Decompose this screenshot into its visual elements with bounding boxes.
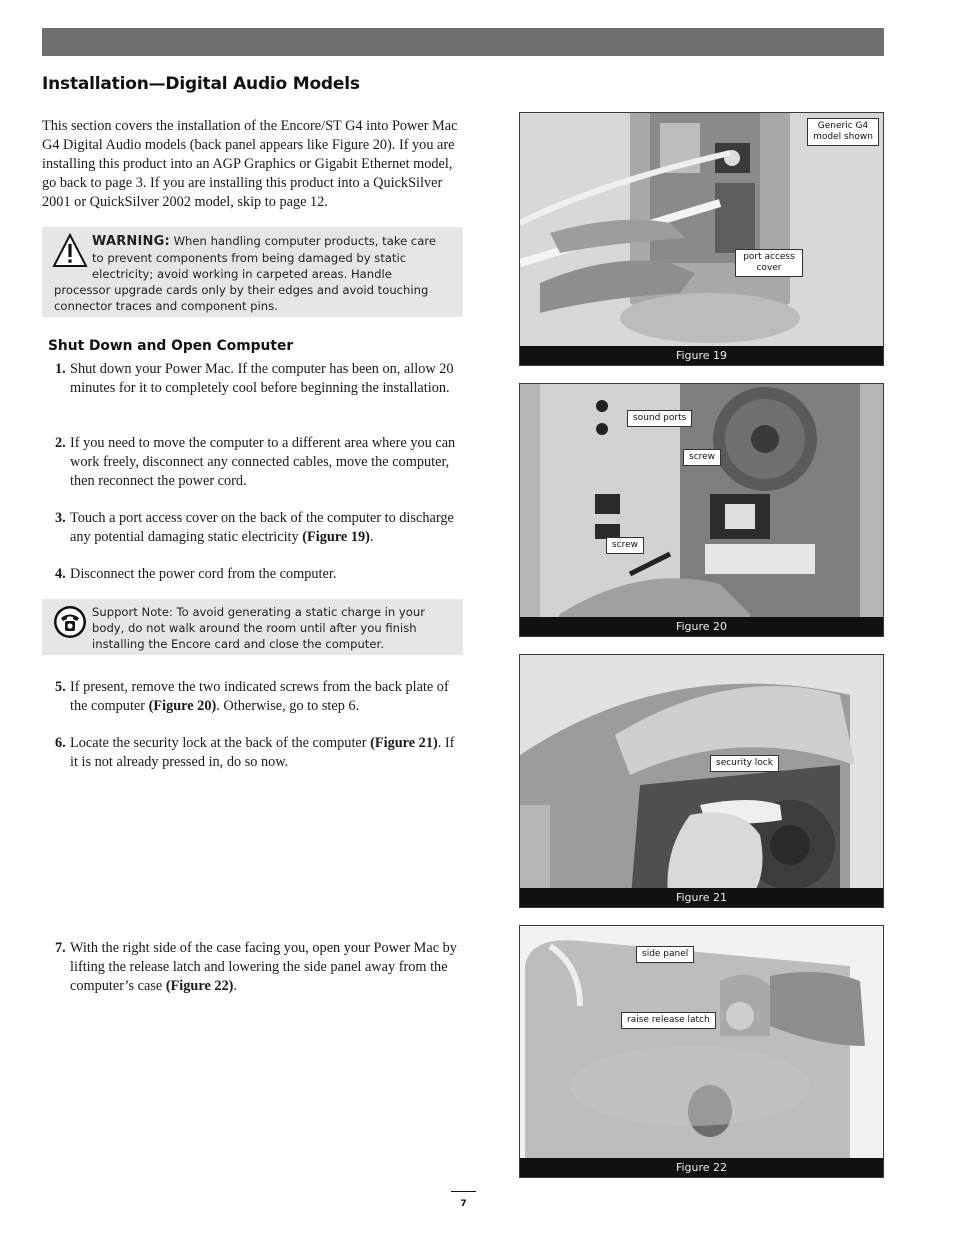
figure-22 (519, 925, 884, 1178)
figure-19 (519, 112, 884, 366)
figure-22-caption: Figure 22 (520, 1158, 883, 1177)
figure-21 (519, 654, 884, 908)
step-7: 7. With the right side of the case facing you, open your Power Mac by lifting the release latch and lowering the side panel away from the computer’s case (Figure 22). (55, 940, 457, 994)
header-bar (42, 28, 884, 56)
callout-screw-upper: screw (683, 449, 721, 466)
warning-box (42, 227, 463, 317)
support-note-box (42, 599, 463, 655)
callout-side-panel: side panel (636, 946, 694, 963)
warning-triangle-icon (52, 233, 88, 269)
figure-19-photo (520, 113, 884, 366)
figure-22-photo (520, 926, 884, 1178)
page-number: 7 (460, 1199, 467, 1209)
callout-security-lock: security lock (710, 755, 779, 772)
page-title: Installation—Digital Audio Models (42, 74, 360, 94)
callout-sound-ports: sound ports (627, 410, 692, 427)
figure-21-caption: Figure 21 (520, 888, 883, 907)
step-2: 2. If you need to move the computer to a different area where you can work freely, disconnect any connected cables, move the computer, then reconnect the power cord. (55, 435, 456, 489)
step-1: 1. Shut down your Power Mac. If the computer has been on, allow 20 minutes for it to completely cool before beginning the installation. (55, 361, 454, 396)
step-6: 6. Locate the security lock at the back of the computer (Figure 21). If it is not already pressed in, do so now. (55, 735, 455, 770)
step-4: 4. Disconnect the power cord from the computer. (55, 566, 337, 582)
page-number-rule (451, 1191, 476, 1192)
callout-generic-g4: Generic G4 model shown (807, 118, 879, 146)
section-subheading: Shut Down and Open Computer (48, 338, 294, 354)
figure-20-caption: Figure 20 (520, 617, 883, 636)
callout-screw-lower: screw (606, 537, 644, 554)
step-5: 5. If present, remove the two indicated screws from the back plate of the computer (Figure 20). Otherwise, go to step 6. (55, 679, 449, 714)
figure-21-photo (520, 655, 884, 908)
intro-paragraph: This section covers the installation of the Encore/ST G4 into Power Mac G4 Digital Audio models (back panel appears like Figure 20). If you are installing this product into an AGP Graphics or Gigabit Ethernet model, go back to page 3. If you are installing this product into a QuickSilver 2001 or QuickSilver 2002 model, skip to page 12. (42, 118, 458, 210)
warning-label: WARNING: (92, 234, 170, 249)
figure-19-caption: Figure 19 (520, 346, 883, 365)
callout-raise-release-latch: raise release latch (621, 1012, 716, 1029)
warning-text: When handling computer products, take care to prevent components from being damaged by static electricity; avoid working in carpeted areas. Handle processor upgrade cards only by their edges and avoid touching connector traces and component pins. (54, 234, 437, 313)
figure-20-photo (520, 384, 884, 637)
callout-port-access-cover: port access cover (735, 249, 803, 277)
figure-20 (519, 383, 884, 637)
support-note-text: Support Note: To avoid generating a static charge in your body, do not walk around the room until after you finish installing the Encore card and close the computer. (92, 605, 425, 651)
step-3: 3. Touch a port access cover on the back of the computer to discharge any potential damaging static electricity (Figure 19). (55, 510, 454, 545)
support-phone-icon (52, 604, 88, 640)
